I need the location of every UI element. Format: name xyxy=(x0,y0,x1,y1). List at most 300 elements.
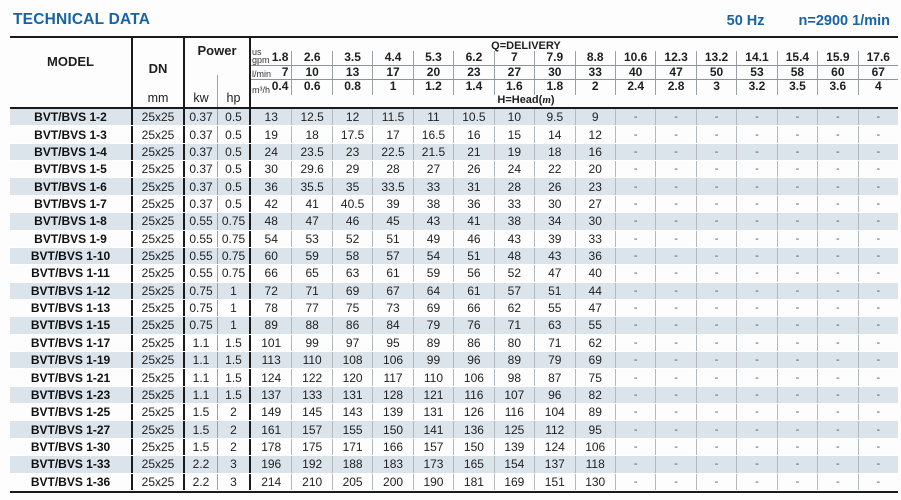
unit-label-l-min: l/min xyxy=(252,69,272,79)
head-value-cell: 23 xyxy=(332,144,372,160)
head-value-cell: 26 xyxy=(453,161,493,177)
delivery-value-us-gpm: 3.5 xyxy=(332,51,372,65)
head-value-cell: - xyxy=(696,335,736,351)
delivery-value-l-min: 17 xyxy=(372,66,412,80)
head-value-cell: - xyxy=(817,248,857,264)
head-value-cell: - xyxy=(858,109,898,125)
dn-cell: 25x25 xyxy=(133,421,185,437)
head-value-cell: 121 xyxy=(413,387,453,403)
head-value-cell: 41 xyxy=(291,196,331,212)
model-cell: BVT/BVS 1-2 xyxy=(10,109,133,125)
head-value-cell: 110 xyxy=(291,352,331,368)
delivery-value-us-gpm: 4.4 xyxy=(372,51,412,65)
head-value-cell: - xyxy=(777,248,817,264)
delivery-value-us-gpm: 7.9 xyxy=(534,51,574,65)
delivery-value-us-gpm: 2.6 xyxy=(291,51,331,65)
head-value-cell: 99 xyxy=(291,335,331,351)
hp-cell: 1.5 xyxy=(218,387,251,403)
head-value-cell: 19 xyxy=(264,127,278,142)
head-value-cell: - xyxy=(696,352,736,368)
kw-cell: 1.1 xyxy=(185,369,218,385)
head-value-cell: 16.5 xyxy=(413,126,453,142)
hp-cell: 1 xyxy=(218,283,251,299)
model-cell: BVT/BVS 1-9 xyxy=(10,231,133,247)
head-value-cell: - xyxy=(817,178,857,194)
head-value-cell: - xyxy=(777,161,817,177)
head-value-cell: - xyxy=(655,387,695,403)
head-value-cell: 117 xyxy=(372,369,412,385)
delivery-value-us-gpm: 6.2 xyxy=(453,51,493,65)
table-row xyxy=(10,213,898,230)
kw-cell: 2.2 xyxy=(185,474,218,490)
head-value-cell: - xyxy=(696,387,736,403)
delivery-value-m3-h: 2 xyxy=(575,80,615,95)
head-value-cell: - xyxy=(615,126,655,142)
head-value-cell: 62 xyxy=(494,300,534,316)
head-value-cell: 16 xyxy=(575,144,615,160)
table-row xyxy=(10,317,898,334)
unit-label-us-gpm: us gpm xyxy=(252,46,270,65)
model-cell: BVT/BVS 1-8 xyxy=(10,213,133,229)
head-value-cell: 35 xyxy=(332,178,372,194)
head-value-cell: 26 xyxy=(534,178,574,194)
model-cell: BVT/BVS 1-23 xyxy=(10,387,133,403)
head-value-cell: 56 xyxy=(453,265,493,281)
delivery-value-m3-h: 1 xyxy=(372,80,412,95)
kw-cell: 0.55 xyxy=(185,213,218,229)
hp-cell: 0.5 xyxy=(218,109,251,125)
head-value-cell: 173 xyxy=(413,456,453,472)
table-row xyxy=(10,369,898,386)
head-value-cell: - xyxy=(655,474,695,490)
hp-cell: 0.75 xyxy=(218,248,251,264)
head-value-cell: 54 xyxy=(264,231,278,246)
kw-cell: 0.75 xyxy=(185,300,218,316)
head-value-cell: 79 xyxy=(413,317,453,333)
speed-label: n=2900 1/min xyxy=(798,13,890,29)
hp-cell: 0.5 xyxy=(218,178,251,194)
head-value-cell: 63 xyxy=(534,317,574,333)
hp-cell: 1.5 xyxy=(218,369,251,385)
head-value-cell: 106 xyxy=(453,369,493,385)
head-value-cell: 38 xyxy=(413,196,453,212)
head-value-cell: - xyxy=(655,283,695,299)
dn-cell: 25x25 xyxy=(133,335,185,351)
head-value-cell: 78 xyxy=(264,301,278,316)
head-value-cell: - xyxy=(736,456,776,472)
head-value-cell: - xyxy=(817,369,857,385)
head-value-cell: 133 xyxy=(291,387,331,403)
head-value-cell: 13 xyxy=(264,110,278,125)
delivery-value-m3-h: 0.6 xyxy=(291,80,331,95)
head-value-cell: 30 xyxy=(534,196,574,212)
head-value-cell: 34 xyxy=(534,213,574,229)
table-row xyxy=(10,387,898,404)
head-value-cell: 33 xyxy=(413,178,453,194)
head-value-cell: - xyxy=(817,213,857,229)
head-value-cell: 69 xyxy=(575,352,615,368)
head-value-cell: - xyxy=(655,352,695,368)
dn-cell: 25x25 xyxy=(133,231,185,247)
head-value-cell: - xyxy=(655,126,695,142)
head-value-cell: 36 xyxy=(453,196,493,212)
head-label xyxy=(497,94,554,106)
head-value-cell: 89 xyxy=(575,404,615,420)
dn-cell: 25x25 xyxy=(133,283,185,299)
head-value-cell: 76 xyxy=(453,317,493,333)
head-value-cell: 28 xyxy=(494,178,534,194)
delivery-value-m3-h: 0.8 xyxy=(332,80,372,95)
dn-cell: 25x25 xyxy=(133,196,185,212)
head-value-cell: - xyxy=(736,335,776,351)
head-value-cell: - xyxy=(696,231,736,247)
dn-cell: 25x25 xyxy=(133,352,185,368)
dn-cell: 25x25 xyxy=(133,161,185,177)
power-header-label: Power xyxy=(197,43,237,58)
dn-cell: 25x25 xyxy=(133,404,185,420)
model-cell: BVT/BVS 1-19 xyxy=(10,352,133,368)
kw-cell: 1.1 xyxy=(185,352,218,368)
model-cell: BVT/BVS 1-27 xyxy=(10,421,133,437)
head-value-cell: 130 xyxy=(575,474,615,490)
head-value-cell: 128 xyxy=(372,387,412,403)
hp-cell: 2 xyxy=(218,421,251,437)
dn-cell: 25x25 xyxy=(133,300,185,316)
head-value-cell: - xyxy=(777,404,817,420)
model-cell: BVT/BVS 1-17 xyxy=(10,335,133,351)
delivery-value-m3-h: 1.8 xyxy=(534,80,574,95)
head-value-cell: - xyxy=(817,161,857,177)
delivery-value-us-gpm: 8.8 xyxy=(575,51,615,65)
head-value-cell: 22 xyxy=(534,161,574,177)
model-cell: BVT/BVS 1-7 xyxy=(10,196,133,212)
head-value-cell: 73 xyxy=(372,300,412,316)
head-value-cell: 17.5 xyxy=(332,126,372,142)
delivery-value-us-gpm: 14.1 xyxy=(736,51,776,65)
head-value-cell: 27 xyxy=(413,161,453,177)
hp-cell: 1.5 xyxy=(218,335,251,351)
head-value-cell: 18 xyxy=(534,144,574,160)
head-value-cell: 11 xyxy=(413,109,453,125)
head-value-cell: 67 xyxy=(372,283,412,299)
head-value-cell: - xyxy=(858,421,898,437)
head-value-cell: 10 xyxy=(494,109,534,125)
head-value-cell: - xyxy=(817,231,857,247)
head-value-cell: 48 xyxy=(264,214,278,229)
head-value-cell: - xyxy=(858,369,898,385)
model-cell: BVT/BVS 1-33 xyxy=(10,456,133,472)
kw-unit-label: kw xyxy=(193,91,209,105)
head-value-cell: 55 xyxy=(575,317,615,333)
kw-cell: 2.2 xyxy=(185,456,218,472)
delivery-value-us-gpm: 15.4 xyxy=(777,51,817,65)
head-value-cell: 131 xyxy=(413,404,453,420)
dn-cell: 25x25 xyxy=(133,265,185,281)
operating-conditions xyxy=(727,13,890,29)
delivery-value-m3-h: 1.2 xyxy=(413,80,453,95)
hp-cell: 0.75 xyxy=(218,231,251,247)
head-value-cell: 40.5 xyxy=(332,196,372,212)
head-value-cell: 10.5 xyxy=(453,109,493,125)
delivery-value-l-min: 7 l/min xyxy=(252,64,289,79)
head-value-cell: 154 xyxy=(494,456,534,472)
delivery-value-us-gpm: 10.6 xyxy=(615,51,655,65)
head-value-cell: 20 xyxy=(575,161,615,177)
head-value-cell: - xyxy=(655,248,695,264)
head-value-cell: - xyxy=(655,178,695,194)
head-value-cell: - xyxy=(777,474,817,490)
head-value-cell: 96 xyxy=(453,352,493,368)
head-value-cell: - xyxy=(696,161,736,177)
table-row xyxy=(10,248,898,265)
head-value-cell: 157 xyxy=(413,439,453,455)
head-value-cell: 61 xyxy=(372,265,412,281)
head-value-cell: 166 xyxy=(372,439,412,455)
head-value-cell: - xyxy=(655,265,695,281)
delivery-value-l-min: 58 xyxy=(777,66,817,80)
head-value-cell: 59 xyxy=(413,265,453,281)
unit-label-m3-h: m³/h xyxy=(252,84,270,95)
table-row xyxy=(10,335,898,352)
head-value-cell: 165 xyxy=(453,456,493,472)
head-value-cell: - xyxy=(736,126,776,142)
head-value-cell: 101 xyxy=(261,335,282,350)
head-value-cell: - xyxy=(736,196,776,212)
model-cell: BVT/BVS 1-30 xyxy=(10,439,133,455)
model-cell: BVT/BVS 1-36 xyxy=(10,474,133,490)
head-value-cell: 171 xyxy=(332,439,372,455)
head-value-cell: - xyxy=(615,265,655,281)
head-value-cell: 19 xyxy=(494,144,534,160)
kw-cell: 0.75 xyxy=(185,317,218,333)
head-value-cell: 12.5 xyxy=(291,109,331,125)
hp-cell: 0.75 xyxy=(218,265,251,281)
kw-cell: 0.37 xyxy=(185,161,218,177)
unit-row-l-min xyxy=(251,66,898,81)
head-value-cell: 108 xyxy=(332,352,372,368)
head-value-cell: 65 xyxy=(291,265,331,281)
head-value-cell: 63 xyxy=(332,265,372,281)
model-cell: BVT/BVS 1-4 xyxy=(10,144,133,160)
head-value-cell: - xyxy=(858,404,898,420)
col-header-model xyxy=(10,38,133,107)
head-value-cell: - xyxy=(777,283,817,299)
head-value-cell: 118 xyxy=(575,456,615,472)
table-body xyxy=(10,109,898,493)
head-value-cell: - xyxy=(615,178,655,194)
head-value-cell: - xyxy=(817,265,857,281)
head-value-cell: 97 xyxy=(332,335,372,351)
head-value-cell: - xyxy=(615,474,655,490)
head-value-cell: 27 xyxy=(575,196,615,212)
delivery-value-m3-h: 1.6 xyxy=(494,80,534,95)
head-value-cell: 42 xyxy=(264,196,278,211)
dn-cell: 25x25 xyxy=(133,213,185,229)
dn-cell: 25x25 xyxy=(133,144,185,160)
head-value-cell: - xyxy=(615,369,655,385)
head-value-cell: - xyxy=(655,456,695,472)
head-value-cell: - xyxy=(858,300,898,316)
head-value-cell: 40 xyxy=(575,265,615,281)
head-value-cell: 137 xyxy=(534,456,574,472)
head-value-cell: - xyxy=(817,421,857,437)
head-value-cell: - xyxy=(777,369,817,385)
head-value-cell: - xyxy=(615,231,655,247)
hp-cell: 1 xyxy=(218,300,251,316)
delivery-value-l-min: 23 xyxy=(453,66,493,80)
hp-cell: 3 xyxy=(218,456,251,472)
head-value-cell: - xyxy=(858,161,898,177)
kw-cell: 0.55 xyxy=(185,265,218,281)
head-value-cell: 57 xyxy=(372,248,412,264)
delivery-label: Q=DELIVERY xyxy=(491,40,561,52)
delivery-value-us-gpm: 13.2 xyxy=(696,51,736,65)
model-cell: BVT/BVS 1-5 xyxy=(10,161,133,177)
table-row xyxy=(10,265,898,282)
head-value-cell: 9 xyxy=(575,109,615,125)
dn-cell: 25x25 xyxy=(133,109,185,125)
head-value-cell: 79 xyxy=(534,352,574,368)
delivery-value-m3-h: 3.5 xyxy=(777,80,817,95)
head-value-cell: - xyxy=(615,300,655,316)
head-value-cell: 16 xyxy=(453,126,493,142)
head-value-cell: - xyxy=(696,474,736,490)
delivery-value-m3-h: 3.6 xyxy=(817,80,857,95)
head-value-cell: 80 xyxy=(494,335,534,351)
head-value-cell: 124 xyxy=(261,370,282,385)
head-value-cell: - xyxy=(736,439,776,455)
head-value-cell: - xyxy=(615,421,655,437)
table-row xyxy=(10,404,898,421)
head-value-cell: - xyxy=(736,474,776,490)
head-value-cell: 47 xyxy=(291,213,331,229)
head-value-cell: 55 xyxy=(534,300,574,316)
model-cell: BVT/BVS 1-13 xyxy=(10,300,133,316)
delivery-value-l-min: 20 xyxy=(413,66,453,80)
head-value-cell: - xyxy=(817,352,857,368)
head-value-cell: - xyxy=(696,196,736,212)
head-value-cell: 181 xyxy=(453,474,493,490)
head-value-cell: 45 xyxy=(372,213,412,229)
kw-cell: 0.75 xyxy=(185,283,218,299)
hp-cell: 0.75 xyxy=(218,213,251,229)
head-value-cell: - xyxy=(777,265,817,281)
head-value-cell: 62 xyxy=(575,335,615,351)
head-value-cell: 104 xyxy=(534,404,574,420)
delivery-value-us-gpm: 1.8 us gpm xyxy=(252,46,289,65)
head-value-cell: 21.5 xyxy=(413,144,453,160)
head-value-cell: 41 xyxy=(453,213,493,229)
head-value-cell: - xyxy=(655,109,695,125)
head-value-cell: - xyxy=(817,283,857,299)
kw-cell: 0.37 xyxy=(185,109,218,125)
head-value-cell: 214 xyxy=(261,474,282,489)
head-value-cell: - xyxy=(615,456,655,472)
head-value-cell: 29.6 xyxy=(291,161,331,177)
delivery-value-l-min: 40 xyxy=(615,66,655,80)
head-value-cell: - xyxy=(736,213,776,229)
head-value-cell: - xyxy=(817,144,857,160)
head-label-text: H=Head( xyxy=(497,94,543,106)
kw-cell: 0.37 xyxy=(185,196,218,212)
head-value-cell: - xyxy=(777,300,817,316)
head-value-cell: 51 xyxy=(372,231,412,247)
head-value-cell: 106 xyxy=(372,352,412,368)
head-value-cell: 17 xyxy=(372,126,412,142)
head-value-cell: 51 xyxy=(534,283,574,299)
hp-unit-label: hp xyxy=(217,75,249,107)
head-value-cell: - xyxy=(615,352,655,368)
head-value-cell: - xyxy=(777,335,817,351)
head-value-cell: - xyxy=(817,335,857,351)
head-value-cell: 210 xyxy=(291,474,331,490)
head-value-cell: 38 xyxy=(494,213,534,229)
frequency-label: 50 Hz xyxy=(726,13,765,29)
head-value-cell: - xyxy=(858,283,898,299)
head-value-cell: 89 xyxy=(264,318,278,333)
head-value-cell: 116 xyxy=(494,404,534,420)
head-value-cell: 169 xyxy=(494,474,534,490)
head-value-cell: 139 xyxy=(372,404,412,420)
head-value-cell: 18 xyxy=(291,126,331,142)
delivery-value-l-min: 67 xyxy=(858,66,898,80)
head-value-cell: 66 xyxy=(453,300,493,316)
head-value-cell: - xyxy=(777,178,817,194)
head-value-cell: 30 xyxy=(264,162,278,177)
head-value-cell: 95 xyxy=(575,421,615,437)
delivery-value-us-gpm: 12.3 xyxy=(655,51,695,65)
kw-cell: 0.37 xyxy=(185,178,218,194)
kw-cell: 0.55 xyxy=(185,231,218,247)
table-row xyxy=(10,144,898,161)
head-value-cell: - xyxy=(615,335,655,351)
head-value-cell: - xyxy=(817,404,857,420)
head-value-cell: 46 xyxy=(453,231,493,247)
kw-cell: 0.55 xyxy=(185,248,218,264)
head-value-cell: 14 xyxy=(534,126,574,142)
head-value-cell: 126 xyxy=(453,404,493,420)
head-value-cell: 113 xyxy=(261,353,281,368)
head-value-cell: - xyxy=(736,369,776,385)
head-value-cell: 122 xyxy=(291,369,331,385)
delivery-header xyxy=(251,38,898,107)
hp-cell: 2 xyxy=(218,404,251,420)
model-cell: BVT/BVS 1-25 xyxy=(10,404,133,420)
head-value-cell: 157 xyxy=(291,421,331,437)
head-value-cell: - xyxy=(655,196,695,212)
delivery-value-m3-h: 4 xyxy=(858,80,898,95)
head-value-cell: 137 xyxy=(261,387,282,402)
head-value-cell: - xyxy=(858,196,898,212)
hp-cell: 0.5 xyxy=(218,196,251,212)
head-value-cell: 84 xyxy=(372,317,412,333)
head-value-cell: 155 xyxy=(332,421,372,437)
technical-data-table xyxy=(10,36,898,493)
head-value-cell: 43 xyxy=(494,231,534,247)
head-value-cell: - xyxy=(736,404,776,420)
head-value-cell: 36 xyxy=(264,179,278,194)
model-cell: BVT/BVS 1-12 xyxy=(10,283,133,299)
model-cell: BVT/BVS 1-11 xyxy=(10,265,133,281)
head-value-cell: - xyxy=(615,317,655,333)
head-label-unit: m xyxy=(542,94,551,106)
delivery-value-l-min: 30 xyxy=(534,66,574,80)
hp-cell: 0.5 xyxy=(218,161,251,177)
head-value-cell: 71 xyxy=(494,317,534,333)
head-value-cell: - xyxy=(777,317,817,333)
head-value-cell: - xyxy=(655,439,695,455)
head-value-cell: - xyxy=(777,196,817,212)
